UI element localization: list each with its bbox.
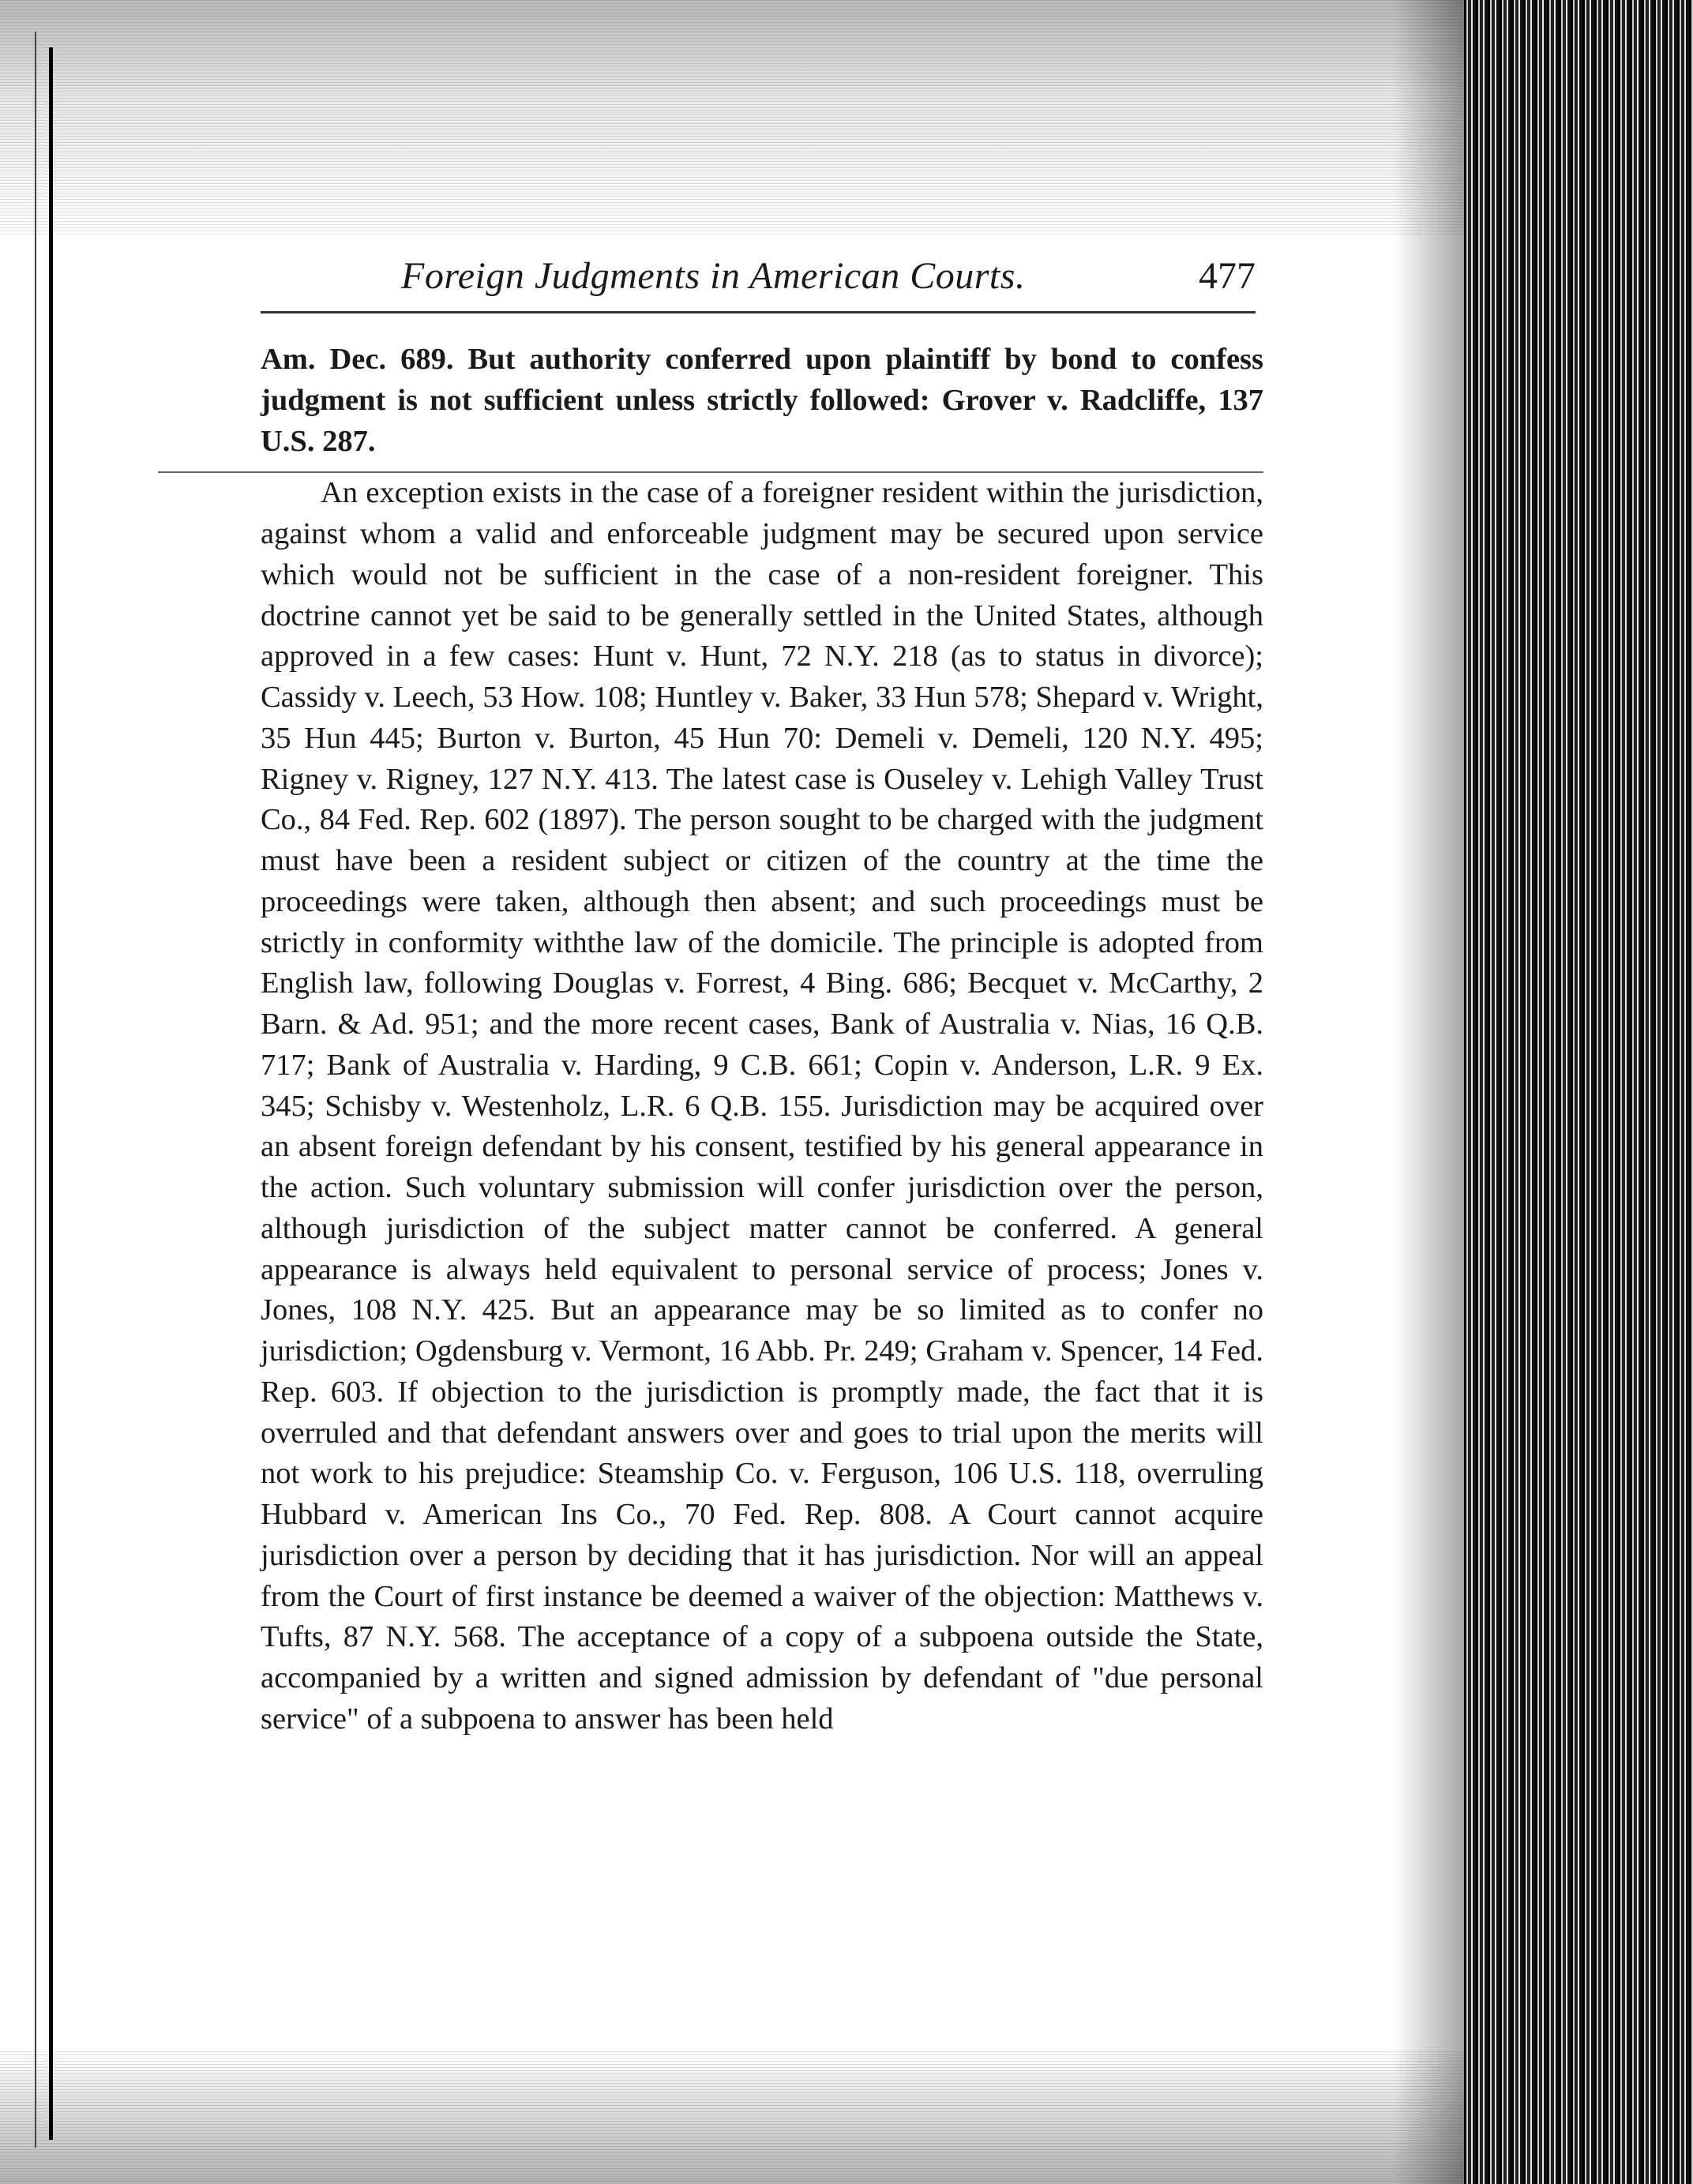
main-paragraph: An exception exists in the case of a foreigner resident within the jurisdiction, against whom a valid and enforceable judgment may be secured upon service which would not be sufficient in the case of a non-resident foreigner. This doctrine cannot yet be said to be generally settled in the United States, although approved in a few cases: Hunt v. Hunt, 72 N.Y. 218 (as to status in divorce); Cassidy v. Leech, 53 How. 108; Huntley v. Baker, 33 Hun 578; Shepard v. Wright, 35 Hun 445; Burton v. Burton, 45 Hun 70: Demeli v. Demeli, 120 N.Y. 495; Rigney v. Rigney, 127 N.Y. 413. The latest case is Ouseley v. Lehigh Valley Trust Co., 84 Fed. Rep. 602 (1897). The person sought to be charged with the judgment must have been a resident subject or citizen of the country at the time the proceedings were taken, although then absent; and such proceedings must be strictly in conformity withthe law of the domicile. The principle is adopted from English law, following Douglas v. Forrest, 4 Bing. 686; Becquet v. McCarthy, 2 Barn. & Ad. 951; and the more recent cases, Bank of Australia v. Nias, 16 Q.B. 717; Bank of Australia v. Harding, 9 C.B. 661; Copin v. Anderson, L.R. 9 Ex. 345; Schisby v. Westenholz, L.R. 6 Q.B. 155. Jurisdiction may be acquired over an absent foreign defendant by his consent, testified by his general appearance in the action. Such voluntary submission will confer jurisdiction over the person, although jurisdiction of the subject matter cannot be conferred. A general appearance is always held equivalent to personal service of process; Jones v. Jones, 108 N.Y. 425. But an appearance may be so limited as to confer no jurisdiction; Ogdensburg v. Vermont, 16 Abb. Pr. 249; Graham v. Spencer, 14 Fed. Rep. 603. If objection to the jurisdiction is promptly made, the fact that it is overruled and that defendant answers over and goes to trial upon the merits will not work to his prejudice: Steamship Co. v. Ferguson, 106 U.S. 118, overruling Hubbard v. American Ins Co., 70 Fed. Rep. 808. A Court cannot acquire jurisdiction over a person by deciding that it has jurisdiction. Nor will an appeal from the Court of first instance be deemed a waiver of the objection: Matthews v. Tufts, 87 N.Y. 568. The acceptance of a copy of a subpoena outside the State, accompanied by a written and signed admission by defendant of "due personal service" of a subpoena to answer has been held — [261, 476, 1263, 1736]
binding-margin-line — [35, 32, 36, 2148]
scan-shading-right-fade — [1393, 0, 1464, 2184]
page-number: 477 — [1199, 255, 1256, 297]
continued-paragraph: Am. Dec. 689. But authority conferred upon plaintiff by bond to confess judgment is not sufficient unless strictly followed: Grover v. Radcliffe, 137 U.S. 287. — [261, 343, 1263, 458]
binding-edge-line — [49, 47, 53, 2140]
page-body — [261, 340, 1263, 1740]
running-title: Foreign Judgments in American Courts. — [401, 255, 1026, 297]
page-header — [261, 254, 1256, 310]
section-divider — [158, 471, 1263, 473]
book-edge-shadow — [1464, 0, 1693, 2184]
header-rule — [261, 311, 1256, 313]
